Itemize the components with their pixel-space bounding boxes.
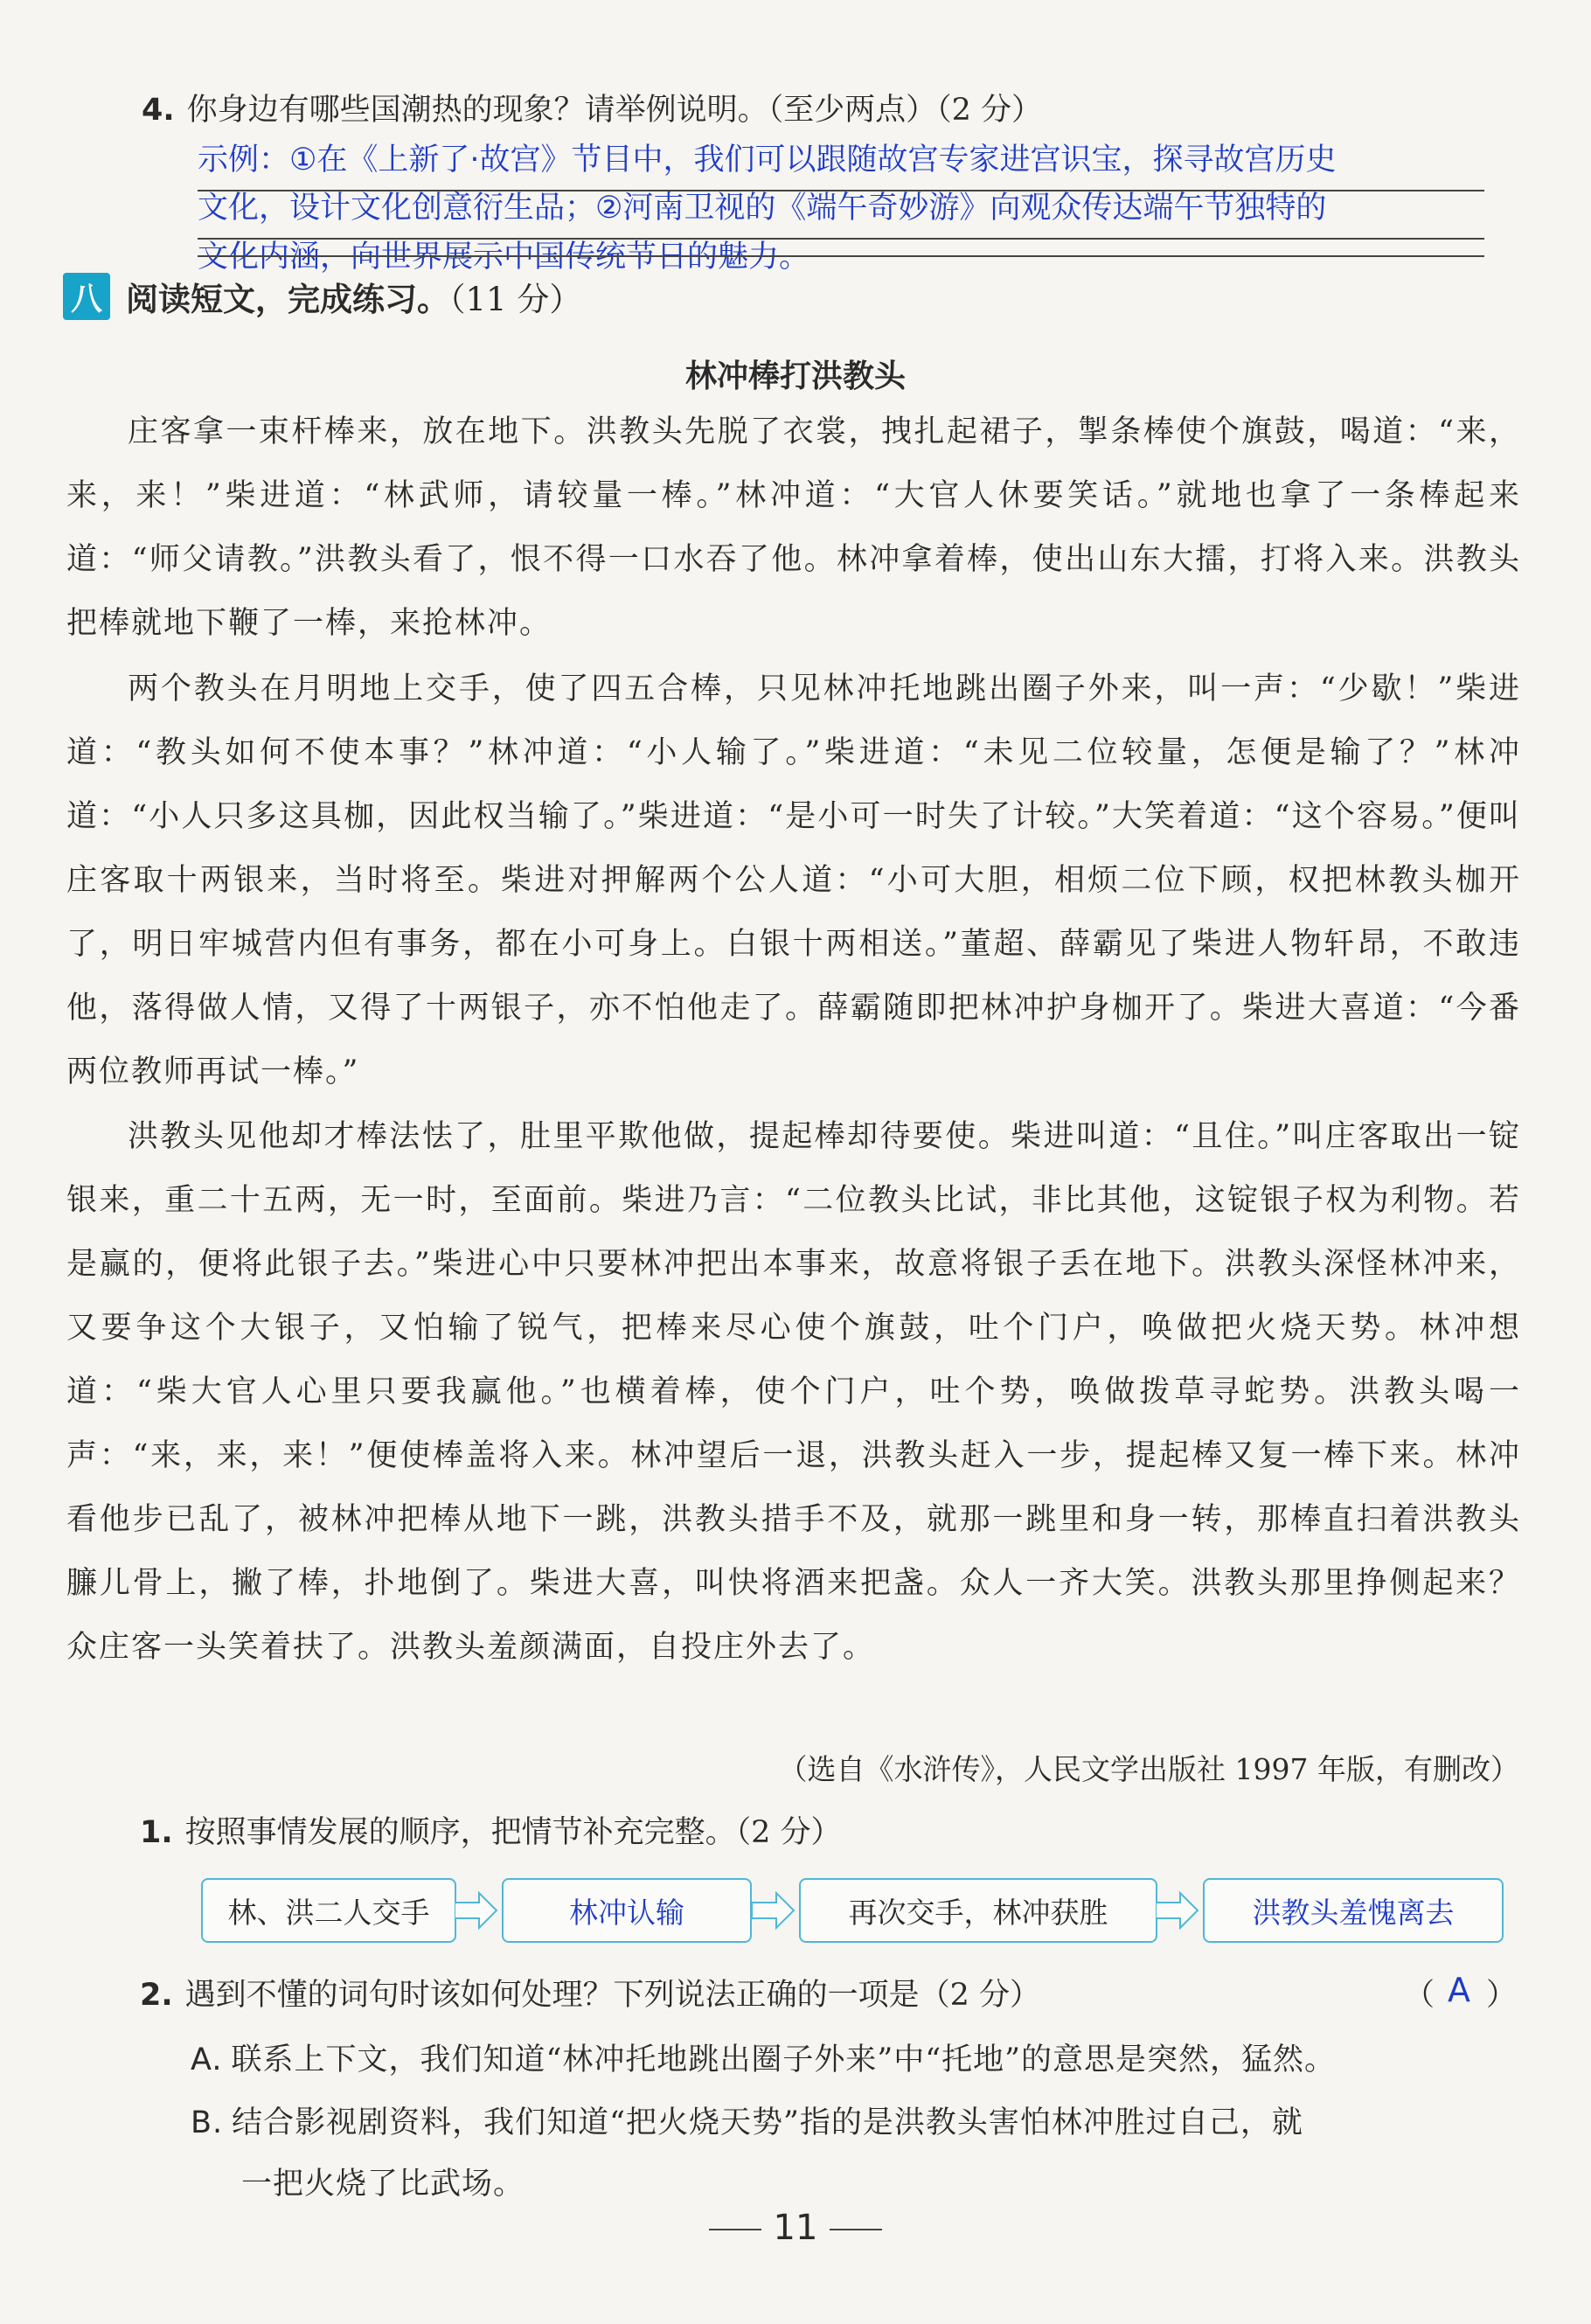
answer-choice[interactable]: A (1448, 1971, 1470, 2009)
option-b-continued (241, 2160, 525, 2203)
flow-step-2-answer[interactable]: 林冲认输 (502, 1878, 752, 1943)
answer-paren-close: ） (1486, 1978, 1518, 2013)
question-text: 按照事情发展的顺序，把情节补充完整。（2 分） (184, 1815, 842, 1850)
flow-arrow-icon (455, 1891, 498, 1930)
section-title-text: 阅读短文，完成练习。 (126, 281, 449, 318)
question-number: 4. (142, 93, 175, 128)
divider (709, 2229, 761, 2230)
section-title (126, 273, 581, 320)
answer-line-2: 文化，设计文化创意衍生品；②河南卫视的《端午奇妙游》向观众传达端午节独特的 (198, 191, 1327, 226)
question-4 (142, 86, 1042, 129)
answer-line-1: 示例：①在《上新了·故宫》节目中，我们可以跟随故宫专家进宫识宝，探寻故宫历史 (198, 143, 1337, 177)
question-number: 2. (140, 1978, 173, 2013)
option-text: 联系上下文，我们知道“林冲托地跳出圈子外来”中“托地”的意思是突然，猛然。 (231, 2042, 1337, 2077)
flow-arrow-icon (1156, 1891, 1199, 1930)
option-b[interactable] (191, 2098, 1303, 2142)
question-1 (140, 1808, 842, 1852)
story-paragraph-3: 洪教头见他却才棒法怯了，肚里平欺他做，提起棒却待要使。柴进叫道：“且住。”叫庄客取出一锭银来，重二十五两，无一时，至面前。柴进乃言：“二位教头比试，非比其他，这锭银子权为利物。若是赢的，便将此银子去。”柴进心中只要林冲把出本事来，故意将银子丢在地下。洪教头深怪林冲来，又要争这个大银子，又怕输了锐气，把棒来尽心使个旗鼓，吐个门户，唤做把火烧天势。林冲想道：“柴大官人心里只要我赢他。”也横着棒，使个门户，吐个势，唤做拨草寻蛇势。洪教头喝一声：“来，来，来！”便使棒盖将入来。林冲望后一退，洪教头赶入一步，提起棒又复一棒下来。林冲看他步已乱了，被林冲把棒从地下一跳，洪教头措手不及，就那一跳里和身一转，那棒直扫着洪教头臁儿骨上，撇了棒，扑地倒了。柴进大喜，叫快将酒来把盏。众人一齐大笑。洪教头那里挣侧起来？众庄客一头笑着扶了。洪教头羞颜满面，自投庄外去了。 (66, 1119, 1521, 1665)
source-citation: （选自《水浒传》，人民文学出版社 1997 年版，有删改） (778, 1752, 1519, 1786)
answer-line-3: 文化内涵，向世界展示中国传统节日的魅力。 (198, 240, 810, 275)
flow-step-4-answer[interactable]: 洪教头羞愧离去 (1203, 1878, 1504, 1943)
question-text: 遇到不懂的词句时该如何处理？下列说法正确的一项是（2 分） (184, 1978, 1041, 2013)
option-text: 一把火烧了比武场。 (241, 2167, 525, 2202)
flow-step-3: 再次交手，林冲获胜 (799, 1878, 1157, 1943)
question-text: 你身边有哪些国潮热的现象？请举例说明。（至少两点）（2 分） (186, 93, 1043, 128)
section-score: （11 分） (449, 281, 582, 318)
option-text: 结合影视剧资料，我们知道“把火烧天势”指的是洪教头害怕林冲胜过自己，就 (232, 2105, 1303, 2140)
story-title: 林冲棒打洪教头 (684, 358, 906, 394)
answer-paren-open: （ (1404, 1978, 1435, 2013)
page-number (0, 2208, 1591, 2248)
section-badge: 八 (63, 273, 110, 320)
question-number: 1. (140, 1815, 173, 1850)
option-a[interactable] (191, 2035, 1336, 2079)
page-number-text: 11 (773, 2208, 818, 2248)
story-paragraph-1: 庄客拿一束杆棒来，放在地下。洪教头先脱了衣裳，拽扎起裙子，掣条棒使个旗鼓，喝道：“来，来，来！”柴进道：“林武师，请较量一棒。”林冲道：“大官人休要笑话。”就地也拿了一条棒起来道：“师父请教。”洪教头看了，恨不得一口水吞了他。林冲拿着棒，使出山东大擂，打将入来。洪教头把棒就地下鞭了一棒，来抢林冲。 (66, 414, 1521, 641)
option-label: A. (191, 2042, 223, 2077)
question-2 (140, 1971, 1040, 2014)
story-paragraph-2: 两个教头在月明地上交手，使了四五合棒，只见林冲托地跳出圈子外来，叫一声：“少歇！”柴进道：“教头如何不使本事？”林冲道：“小人输了。”柴进道：“未见二位较量，怎便是输了？”林冲道：“小人只多这具枷，因此权当输了。”柴进道：“是小可一时失了计较。”大笑着道：“这个容易。”便叫庄客取十两银来，当时将至。柴进对押解两个公人道：“小可大胆，相烦二位下顾，权把林教头枷开了，明日牢城营内但有事务，都在小可身上。白银十两相送。”董超、薛霸见了柴进人物轩昂，不敢违他，落得做人情，又得了十两银子，亦不怕他走了。薛霸随即把林冲护身枷开了。柴进大喜道：“今番两位教师再试一棒。” (66, 671, 1521, 1089)
option-label: B. (191, 2105, 224, 2140)
answer-rule (198, 255, 1484, 257)
flow-arrow-icon (752, 1891, 796, 1930)
divider (830, 2229, 882, 2230)
flow-step-1: 林、洪二人交手 (201, 1878, 456, 1943)
